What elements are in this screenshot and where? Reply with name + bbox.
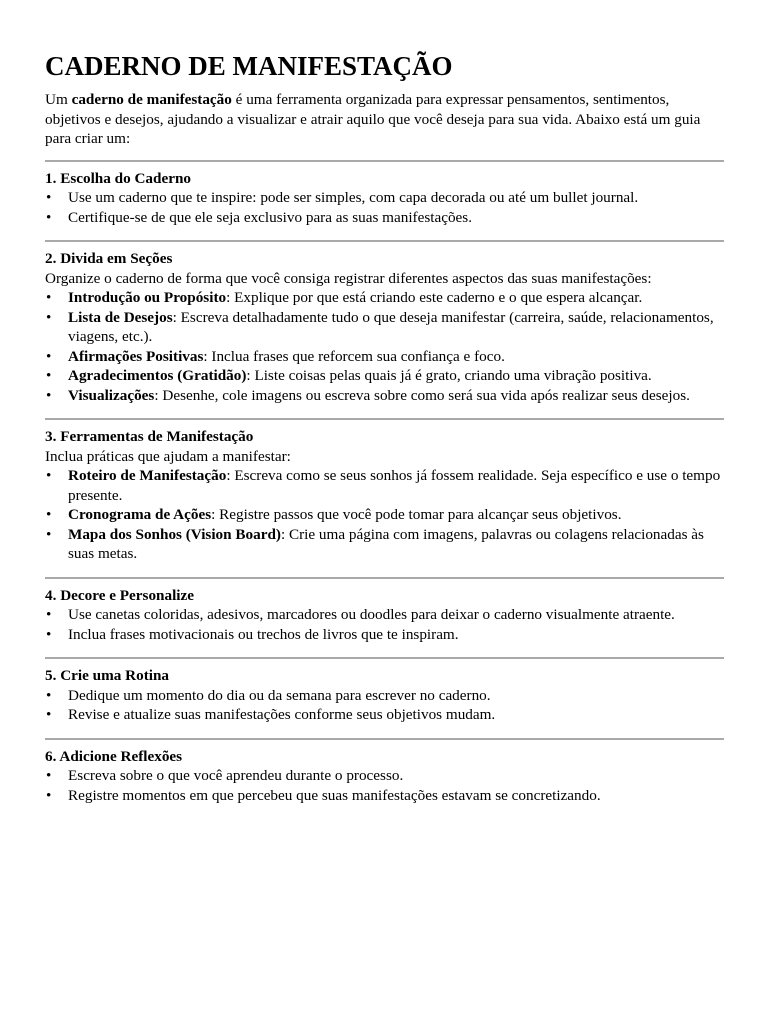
bullet-list: [45, 686, 724, 725]
list-item: [45, 366, 724, 386]
intro-lead: Um: [45, 91, 72, 108]
list-item-text: Dedique um momento do dia ou da semana para escrever no caderno.: [68, 686, 491, 704]
list-item: [45, 686, 724, 706]
list-item-text: : Explique por que está criando este caderno e o que espera alcançar.: [226, 289, 643, 306]
list-item-text: : Liste coisas pelas quais já é grato, criando uma vibração positiva.: [246, 367, 652, 384]
list-item-text: : Desenhe, cole imagens ou escreva sobre como será sua vida após realizar seus desejos.: [154, 386, 690, 404]
section-4: [45, 586, 724, 645]
section-heading: 2. Divida em Seções: [45, 250, 173, 267]
list-item: [45, 288, 724, 308]
list-item: [45, 605, 724, 625]
section-divider: [45, 160, 724, 162]
section-2: [45, 249, 724, 405]
section-divider: [45, 577, 724, 579]
list-item: [45, 786, 724, 806]
list-item-term: Introdução ou Propósito: [68, 289, 227, 306]
list-item-text: Escreva sobre o que você aprendeu durante o processo.: [68, 767, 404, 784]
list-item: [45, 505, 724, 525]
bullet-list: [45, 288, 724, 405]
bullet-list: [45, 188, 724, 227]
section-heading: 3. Ferramentas de Manifestação: [45, 428, 254, 445]
list-item-text: : Inclua frases que reforcem sua confiança e foco.: [203, 347, 505, 365]
list-item-term: Afirmações Positivas: [68, 347, 204, 365]
list-item-text: Revise e atualize suas manifestações conforme seus objetivos mudam.: [68, 706, 496, 723]
bullet-list: [45, 766, 724, 805]
list-item-text: : Registre passos que você pode tomar para alcançar seus objetivos.: [211, 506, 622, 523]
list-item-text: Registre momentos em que percebeu que suas manifestações estavam se concretizando.: [68, 786, 601, 804]
section-divider: [45, 240, 724, 242]
intro-bold: caderno de manifestação: [71, 91, 232, 108]
list-item-text: : Escreva como se seus sonhos já fossem realidade. Seja específico e use o tempo presente.: [68, 467, 721, 504]
list-item-term: Mapa dos Sonhos (Vision Board): [68, 525, 281, 543]
list-item-term: Roteiro de Manifestação: [68, 467, 227, 484]
section-6: [45, 747, 724, 806]
intro-paragraph: [45, 90, 724, 149]
list-item-term: Visualizações: [68, 386, 155, 404]
bullet-list: [45, 605, 724, 644]
section-3: [45, 427, 724, 564]
section-divider: [45, 738, 724, 740]
list-item: [45, 208, 724, 228]
list-item-text: : Escreva detalhadamente tudo o que deseja manifestar (carreira, saúde, relacionamentos, viagens, etc.).: [68, 308, 714, 345]
list-item: [45, 188, 724, 208]
section-divider: [45, 418, 724, 420]
list-item-text: Certifique-se de que ele seja exclusivo para as suas manifestações.: [68, 208, 472, 226]
list-item-text: Inclua frases motivacionais ou trechos de livros que te inspiram.: [68, 625, 459, 643]
section-5: [45, 666, 724, 725]
section-text: Inclua práticas que ajudam a manifestar:: [45, 447, 291, 465]
intro-rest: é uma ferramenta organizada para expressar pensamentos, sentimentos, objetivos e desejos, ajudando a visualizar e atrair aquilo que você deseja para sua vida. Abaixo está um guia para criar um:: [45, 91, 701, 147]
list-item-term: Agradecimentos (Gratidão): [68, 367, 247, 384]
list-item: [45, 466, 724, 505]
list-item: [45, 766, 724, 786]
list-item-term: Cronograma de Ações: [68, 506, 212, 523]
section-heading: 6. Adicione Reflexões: [45, 747, 183, 765]
list-item-text: Use canetas coloridas, adesivos, marcadores ou doodles para deixar o caderno visualmente atraente.: [68, 606, 675, 623]
list-item: [45, 525, 724, 564]
bullet-list: [45, 466, 724, 564]
list-item: [45, 347, 724, 367]
section-heading: 1. Escolha do Caderno: [45, 169, 191, 187]
document-title: CADERNO DE MANIFESTAÇÃO: [45, 51, 453, 81]
section-heading: 4. Decore e Personalize: [45, 586, 194, 604]
list-item-term: Lista de Desejos: [68, 308, 173, 326]
sections-container: [45, 160, 724, 806]
list-item: [45, 705, 724, 725]
section-text: Organize o caderno de forma que você consiga registrar diferentes aspectos das suas manifestações:: [45, 269, 652, 287]
list-item-text: Use um caderno que te inspire: pode ser simples, com capa decorada ou até um bullet journal.: [68, 189, 639, 206]
section-heading: 5. Crie uma Rotina: [45, 667, 170, 684]
list-item-text: : Crie uma página com imagens, palavras ou colagens relacionadas às suas metas.: [68, 525, 704, 562]
section-1: [45, 169, 724, 228]
list-item: [45, 386, 724, 406]
list-item: [45, 308, 724, 347]
list-item: [45, 625, 724, 645]
section-divider: [45, 657, 724, 659]
